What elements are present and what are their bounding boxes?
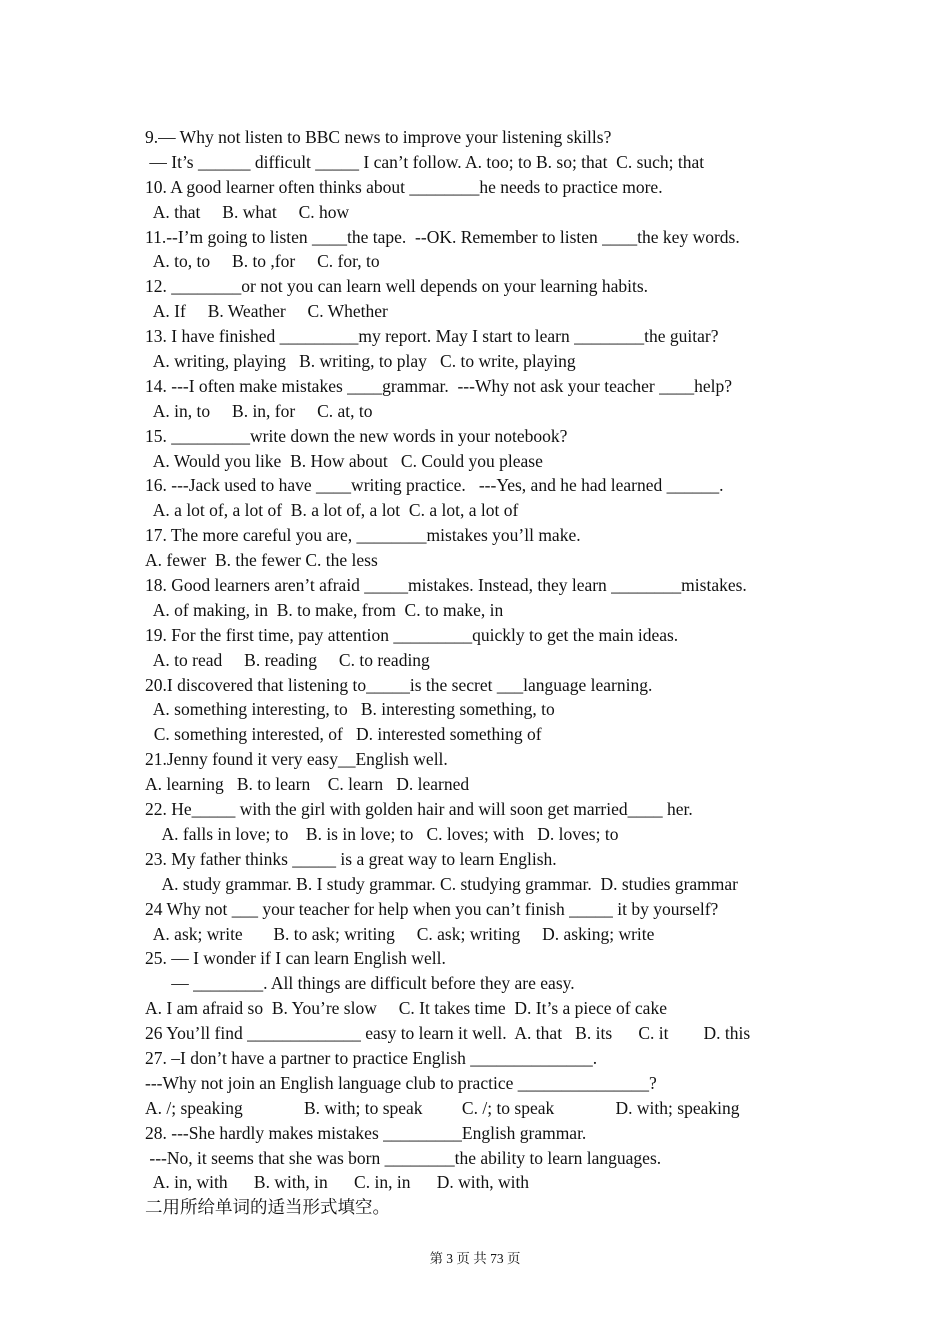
question-9-stem: 9.— Why not listen to BBC news to improve your listening skills? <box>145 127 612 147</box>
question-21-options: A. learning B. to learn C. learn D. learned <box>145 774 470 795</box>
question-26-stem-options: 26 You’ll find _____________ easy to learn it well. A. that B. its C. it D. this <box>145 1023 751 1044</box>
question-27-stem: 27. –I don’t have a partner to practice English ______________. <box>145 1047 598 1068</box>
question-22-options: A. falls in love; to B. is in love; to C. loves; with D. loves; to <box>145 823 619 844</box>
question-25-reply: — ________. All things are difficult before they are easy. <box>145 973 575 994</box>
question-20-options-cd: C. something interested, of D. interested something of <box>145 724 542 745</box>
question-12-options: A. If B. Weather C. Whether <box>145 301 388 322</box>
question-18-options: A. of making, in B. to make, from C. to make, in <box>145 599 504 620</box>
question-14-options: A. in, to B. in, for C. at, to <box>145 400 373 421</box>
question-27-reply: ---Why not join an English language club to practice _______________? <box>145 1072 657 1093</box>
question-19-stem: 19. For the first time, pay attention _________quickly to get the main ideas. <box>145 624 679 645</box>
question-27-options: A. /; speaking B. with; to speak C. /; to speak D. with; speaking <box>145 1097 740 1118</box>
question-20-stem: 20.I discovered that listening to_____is the secret ___language learning. <box>145 674 653 695</box>
question-23-stem: 23. My father thinks _____ is a great way to learn English. <box>145 848 557 869</box>
page-footer: 第 3 页 共 73 页 <box>429 1251 521 1266</box>
question-15-stem: 15. _________write down the new words in your notebook? <box>145 425 568 446</box>
question-10-options: A. that B. what C. how <box>145 201 350 222</box>
question-11-stem: 11.--I’m going to listen ____the tape. --OK. Remember to listen ____the key words. <box>145 226 740 247</box>
question-13-stem: 13. I have finished _________my report. May I start to learn ________the guitar? <box>145 326 719 347</box>
question-17-options: A. fewer B. the fewer C. the less <box>145 550 378 571</box>
document-body <box>145 125 845 1220</box>
question-9-options: — It’s ______ difficult _____ I can’t follow. A. too; to B. so; that C. such; that <box>145 151 705 172</box>
question-16-options: A. a lot of, a lot of B. a lot of, a lot C. a lot, a lot of <box>145 500 519 521</box>
question-28-options: A. in, with B. with, in C. in, in D. with, with <box>145 1172 530 1193</box>
question-10-stem: 10. A good learner often thinks about ________he needs to practice more. <box>145 176 663 197</box>
question-14-stem: 14. ---I often make mistakes ____grammar. ---Why not ask your teacher ____help? <box>145 375 733 396</box>
question-21-stem: 21.Jenny found it very easy__English well. <box>145 749 448 770</box>
question-13-options: A. writing, playing B. writing, to play C. to write, playing <box>145 351 576 372</box>
question-18-stem: 18. Good learners aren’t afraid _____mistakes. Instead, they learn ________mistakes. <box>145 575 747 596</box>
question-24-stem: 24 Why not ___ your teacher for help when you can’t finish _____ it by yourself? <box>145 898 719 919</box>
section-heading: 二用所给单词的适当形式填空。 <box>145 1197 390 1218</box>
question-15-options: A. Would you like B. How about C. Could you please <box>145 450 543 471</box>
question-28-reply: ---No, it seems that she was born ________the ability to learn languages. <box>145 1147 662 1168</box>
question-11-options: A. to, to B. to ,for C. for, to <box>145 251 380 272</box>
question-20-options-ab: A. something interesting, to B. interesting something, to <box>145 699 555 720</box>
question-25-options: A. I am afraid so B. You’re slow C. It takes time D. It’s a piece of cake <box>145 998 667 1019</box>
question-25-stem: 25. — I wonder if I can learn English well. <box>145 948 446 969</box>
question-16-stem: 16. ---Jack used to have ____writing practice. ---Yes, and he had learned ______. <box>145 475 724 496</box>
question-19-options: A. to read B. reading C. to reading <box>145 649 430 670</box>
question-23-options: A. study grammar. B. I study grammar. C. studying grammar. D. studies grammar <box>145 873 738 894</box>
question-12-stem: 12. ________or not you can learn well depends on your learning habits. <box>145 276 649 297</box>
question-17-stem: 17. The more careful you are, ________mistakes you’ll make. <box>145 525 581 546</box>
question-22-stem: 22. He_____ with the girl with golden hair and will soon get married____ her. <box>145 799 693 820</box>
question-28-stem: 28. ---She hardly makes mistakes _________English grammar. <box>145 1122 587 1143</box>
question-24-options: A. ask; write B. to ask; writing C. ask; writing D. asking; write <box>145 923 655 944</box>
